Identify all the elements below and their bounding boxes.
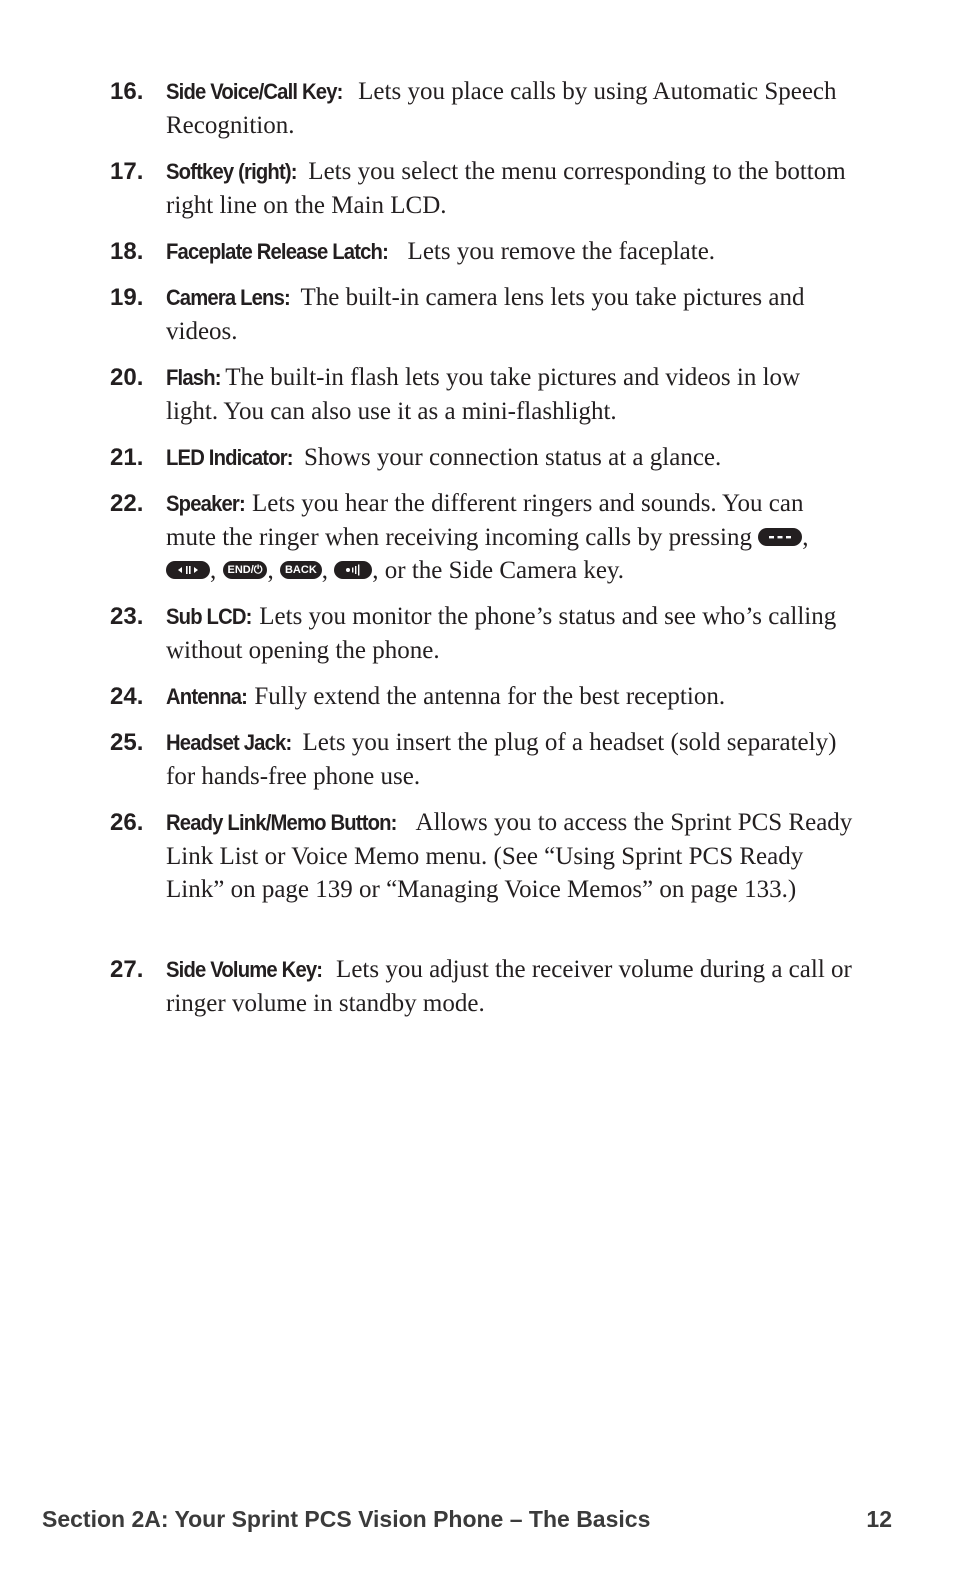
speakerphone-key-icon — [334, 561, 372, 579]
item-text: Lets you remove the faceplate. — [401, 238, 716, 265]
back-key-icon: BACK — [280, 561, 322, 579]
item-term: Flash: — [166, 365, 221, 390]
footer-section-title: Section 2A: Your Sprint PCS Vision Phone – The Basics — [42, 1506, 651, 1532]
page-number: 12 — [866, 1506, 892, 1532]
item-term: Speaker: — [166, 491, 245, 516]
item-term: Faceplate Release Latch: — [166, 239, 388, 264]
item-number: 25. — [110, 729, 144, 756]
item-term: Side Volume Key: — [166, 957, 323, 982]
item-term: Antenna: — [166, 684, 248, 709]
item-number: 17. — [110, 158, 144, 185]
item-body — [166, 953, 856, 1020]
item-number: 21. — [110, 444, 144, 471]
item-number: 24. — [110, 683, 144, 710]
item-text: Lets you hear the different ringers and sounds. You can mute the ringer when receiving incoming calls by pressing — [166, 490, 804, 551]
page-footer — [42, 1502, 892, 1536]
item-text: Lets you place calls by using Automatic Speech Recognition. — [166, 78, 837, 139]
item-text: Fully extend the antenna for the best reception. — [248, 683, 726, 710]
item-number: 27. — [110, 956, 144, 983]
item-body — [166, 726, 856, 793]
item-text: , or the Side Camera key. — [372, 557, 625, 584]
menu-key-icon — [758, 528, 802, 546]
item-term: Softkey (right): — [166, 159, 297, 184]
item-term: LED Indicator: — [166, 445, 293, 470]
item-number: 26. — [110, 809, 144, 836]
item-term: Headset Jack: — [166, 730, 292, 755]
item-text: Lets you adjust the receiver volume during a call or ringer volume in standby mode. — [166, 956, 852, 1017]
end-key-icon: END/⏻ — [223, 561, 268, 579]
item-number: 18. — [110, 238, 144, 265]
item-number: 16. — [110, 78, 144, 105]
item-term: Ready Link/Memo Button: — [166, 810, 397, 835]
item-term: Sub LCD: — [166, 604, 252, 629]
item-body — [166, 235, 856, 269]
item-term: Camera Lens: — [166, 285, 290, 310]
item-text: Allows you to access the Sprint PCS Ready Link List or Voice Memo menu. (See “Using Sprint PCS Ready Link” on page 139 or “Managing Voice Memos” on page 133.) — [166, 809, 853, 903]
item-body — [166, 75, 856, 142]
item-text: The built-in camera lens lets you take pictures and videos. — [166, 284, 805, 345]
item-body — [166, 281, 856, 348]
item-text: Shows your connection status at a glance. — [297, 444, 722, 471]
item-number: 19. — [110, 284, 144, 311]
item-text: Lets you select the menu corresponding to the bottom right line on the Main LCD. — [166, 158, 846, 219]
item-body — [166, 441, 856, 475]
item-text: Lets you insert the plug of a headset (sold separately) for hands-free phone use. — [166, 729, 837, 790]
item-number: 23. — [110, 603, 144, 630]
item-number: 20. — [110, 364, 144, 391]
item-term: Side Voice/Call Key: — [166, 79, 343, 104]
item-body — [166, 155, 856, 222]
item-number: 22. — [110, 490, 144, 517]
navigation-key-icon — [166, 561, 210, 579]
item-body: Speaker: Lets you hear the different ringers and sounds. You can mute the ringer when receiving incoming calls by pressing , , END/⏻ , BACK , , or the Side Camera key. — [166, 487, 856, 588]
item-body — [166, 361, 856, 428]
item-body — [166, 680, 856, 714]
item-text: The built-in flash lets you take pictures and videos in low light. You can also use it as a mini-flashlight. — [166, 364, 801, 425]
item-text: Lets you monitor the phone’s status and see who’s calling without opening the phone. — [166, 603, 837, 664]
item-body — [166, 600, 856, 667]
item-body — [166, 806, 856, 907]
